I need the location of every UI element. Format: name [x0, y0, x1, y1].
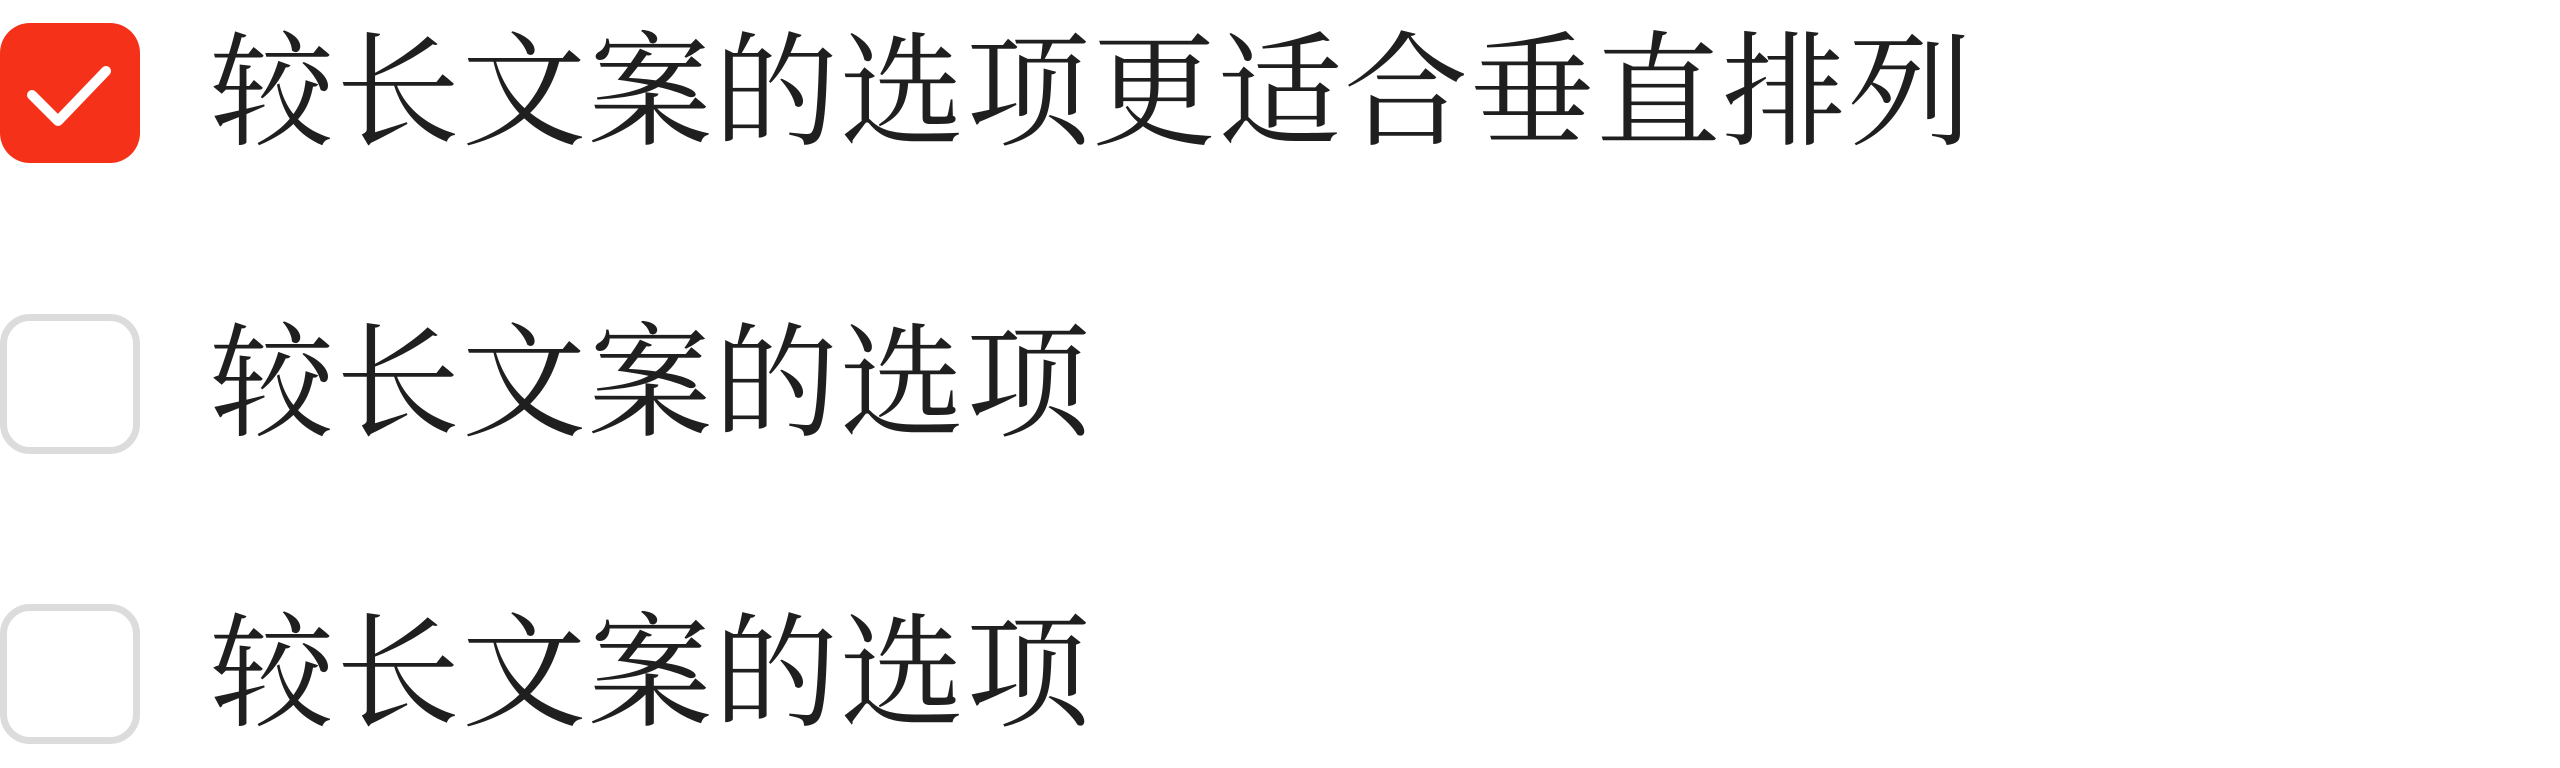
- checkmark-icon: [0, 23, 140, 163]
- checkbox-unchecked[interactable]: [0, 314, 140, 454]
- checkbox-label: 较长文案的选项更适合垂直排列: [210, 21, 1975, 165]
- checkbox-unchecked[interactable]: [0, 604, 140, 744]
- checkbox-label: 较长文案的选项: [210, 312, 1093, 456]
- checkbox-option-3[interactable]: [0, 604, 1092, 744]
- checkbox-option-1[interactable]: [0, 23, 1974, 163]
- checkbox-label: 较长文案的选项: [210, 602, 1093, 746]
- checkbox-checked[interactable]: [0, 23, 140, 163]
- checkbox-option-2[interactable]: [0, 314, 1092, 454]
